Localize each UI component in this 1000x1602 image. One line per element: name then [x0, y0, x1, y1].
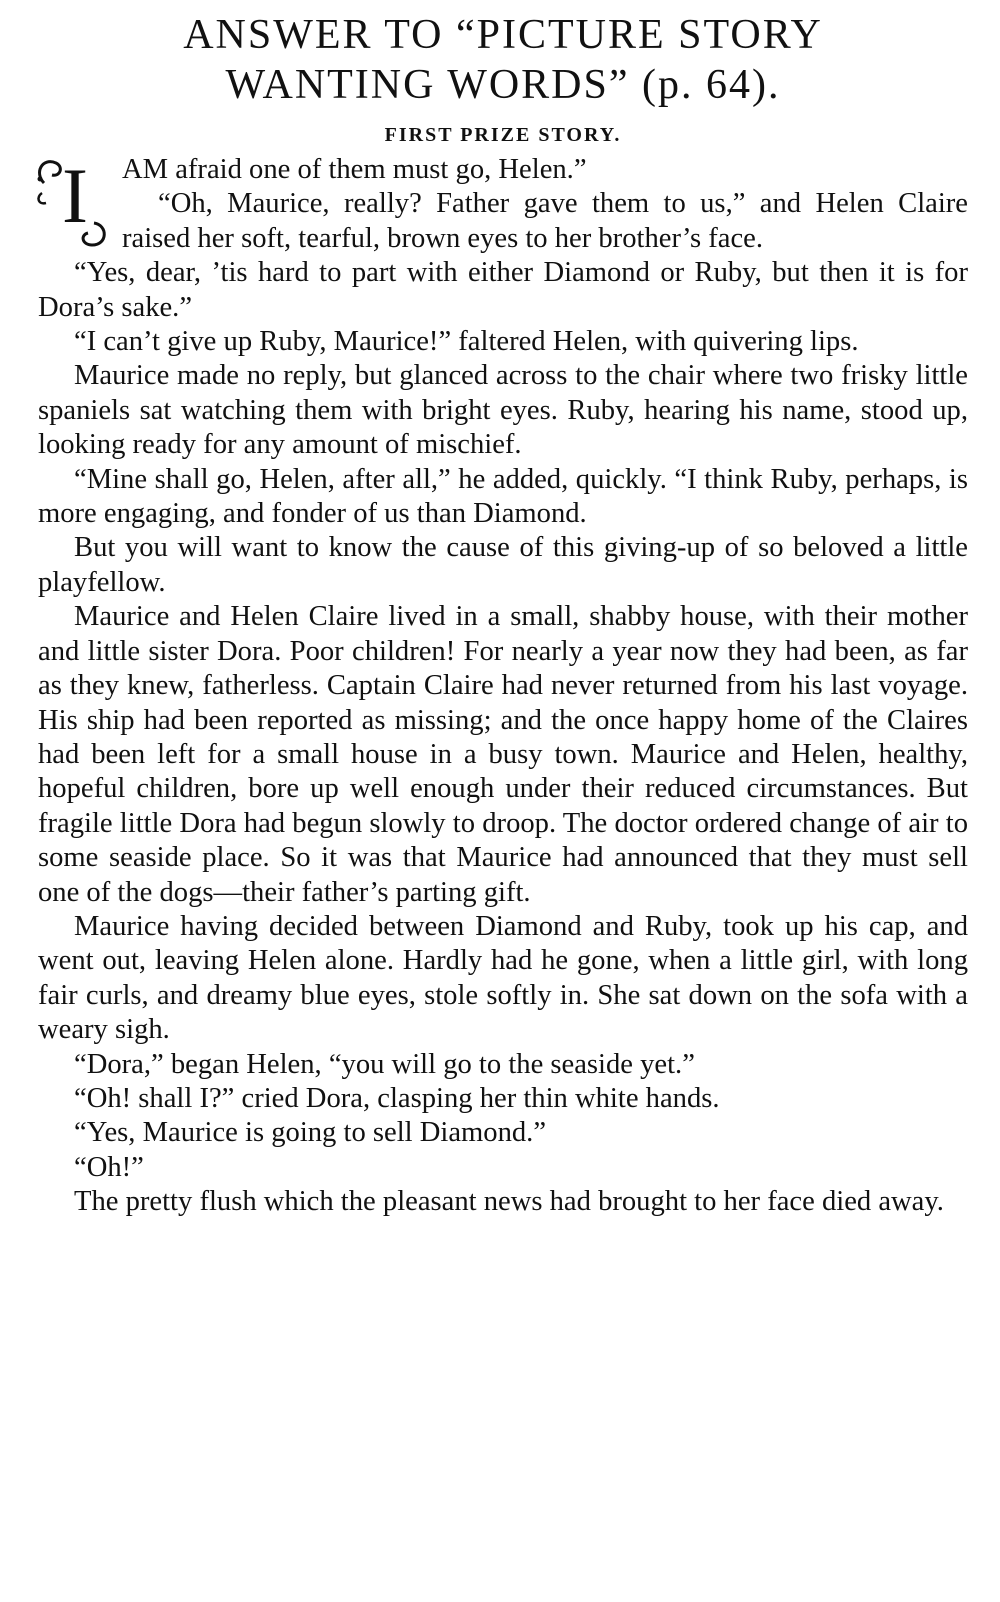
story-paragraph-11: “Oh! shall I?” cried Dora, clasping her thin white hands. — [74, 1082, 720, 1114]
page-title — [38, 10, 968, 110]
title-line-2: WANTING WORDS” (p. 64). — [225, 62, 781, 108]
story-paragraph-3: “Yes, dear, ’tis hard to part with either Diamond or Ruby, but then it is for Dora’s sake.” — [38, 257, 968, 323]
document-page — [38, 10, 968, 1220]
subtitle: FIRST PRIZE STORY. — [384, 124, 622, 146]
story-paragraph-2: “Oh, Maurice, really? Father gave them to us,” and Helen Claire raised her soft, tearful, brown eyes to her brother’s face. — [122, 188, 968, 254]
story-paragraph-10: “Dora,” began Helen, “you will go to the seaside yet.” — [74, 1048, 695, 1080]
story-paragraph-9: Maurice having decided between Diamond and Ruby, took up his cap, and went out, leaving Helen alone. Hardly had he gone, when a little girl, with long fair curls, and dreamy blue eyes, stole softly in. She sat down on the sofa with a weary sigh. — [38, 910, 968, 1046]
story-paragraph-6: “Mine shall go, Helen, after all,” he added, quickly. “I think Ruby, perhaps, is more engaging, and fonder of us than Diamond. — [38, 463, 968, 530]
story-paragraph-12: “Yes, Maurice is going to sell Diamond.” — [74, 1117, 547, 1149]
title-line-1: ANSWER TO “PICTURE STORY — [183, 12, 823, 58]
story-paragraph-5: Maurice made no reply, but glanced across to the chair where two frisky little spaniels sat watching them with bright eyes. Ruby, hearing his name, stood up, looking ready for any amount of mischief. — [38, 360, 968, 461]
dropcap-initial — [34, 153, 116, 253]
dropcap-letter: I — [62, 152, 88, 239]
story-body — [38, 153, 968, 1220]
story-paragraph-8: Maurice and Helen Claire lived in a small, shabby house, with their mother and little sister Dora. Poor children! For nearly a year now they had been, as far as they knew, fatherless. Captain Claire had never returned from his last voyage. His ship had been reported as missing; and the once happy home of the Claires had been left for a small house in a busy town. Maurice and Helen, healthy, hopeful children, bore up well enough under their reduced circumstances. But fragile little Dora had begun slowly to droop. The doctor ordered change of air to some seaside place. So it was that Maurice had announced that they must sell one of the dogs—their father’s parting gift. — [38, 601, 968, 908]
story-paragraph-7: But you will want to know the cause of this giving-up of so beloved a little playfellow. — [38, 532, 968, 598]
story-paragraph-13: “Oh!” — [74, 1151, 144, 1183]
story-paragraph-14: The pretty flush which the pleasant news had brought to her face died away. — [74, 1186, 944, 1218]
paragraph-text: AM afraid one of them must go, Helen.” — [122, 154, 587, 185]
story-paragraph-4: “I can’t give up Ruby, Maurice!” faltered Helen, with quivering lips. — [74, 326, 859, 358]
